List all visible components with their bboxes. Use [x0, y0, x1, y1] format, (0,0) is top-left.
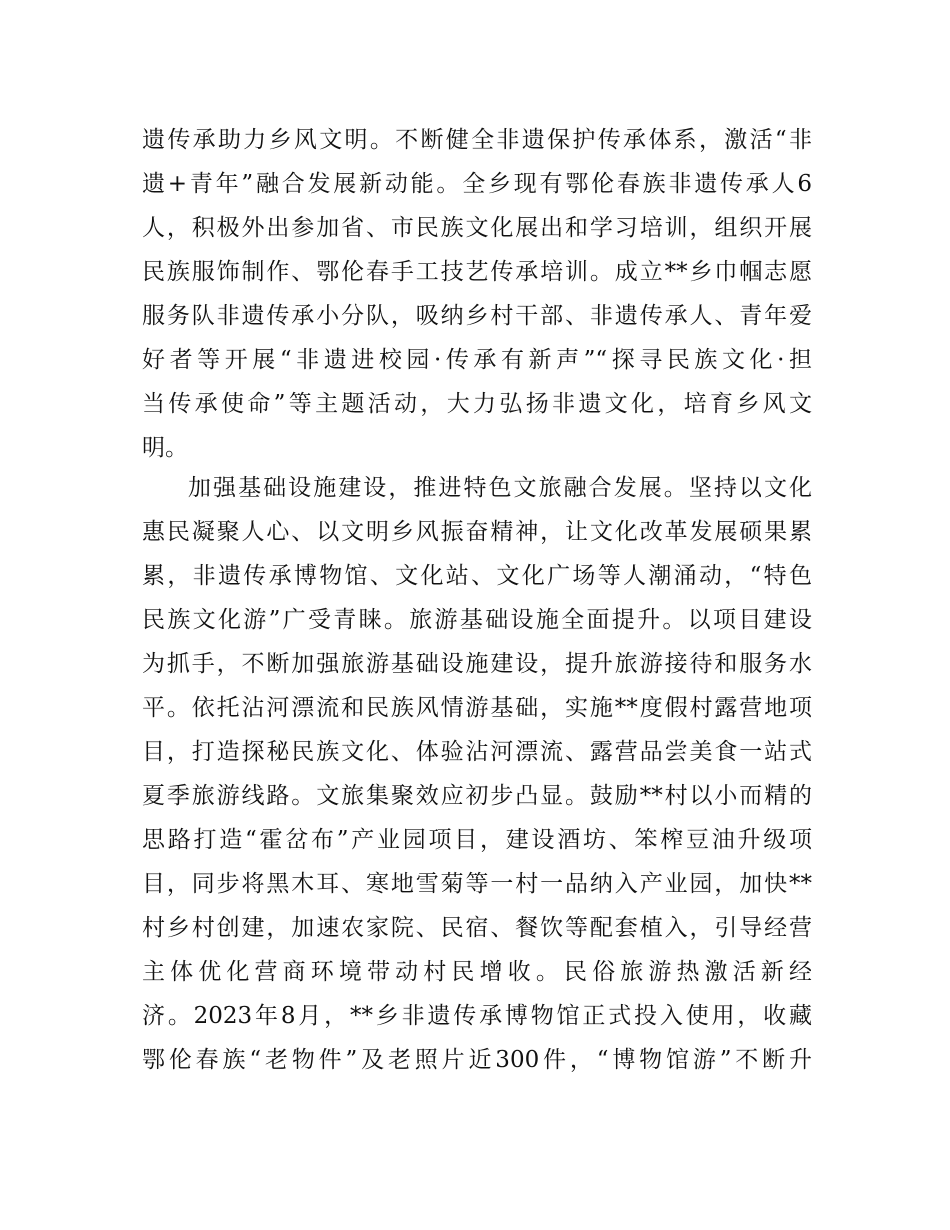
- paragraph-intangible-heritage: [142, 118, 812, 470]
- text-line: 夏季旅游线路。文旅集聚效应初步凸显。鼓励**村以小而精的: [142, 783, 812, 809]
- paragraph-infrastructure-tourism: [142, 466, 812, 1082]
- text-line: 平。依托沾河漂流和民族风情游基础，实施**度假村露营地项: [142, 695, 812, 721]
- text-line: 好者等开展“非遗进校园·传承有新声”“探寻民族文化·担: [142, 347, 812, 373]
- text-line: 遗传承助力乡风文明。不断健全非遗保护传承体系，激活“非: [142, 127, 812, 153]
- text-line: 为抓手，不断加强旅游基础设施建设，提升旅游接待和服务水: [142, 651, 812, 677]
- text-line: 当传承使命”等主题活动，大力弘扬非遗文化，培育乡风文: [142, 391, 812, 417]
- text-line: 累，非遗传承博物馆、文化站、文化广场等人潮涌动，“特色: [142, 563, 812, 589]
- text-line: 加强基础设施建设，推进特色文旅融合发展。坚持以文化: [188, 475, 812, 501]
- text-line: 鄂伦春族“老物件”及老照片近300件，“博物馆游”不断升: [142, 1047, 812, 1073]
- text-line: 思路打造“霍岔布”产业园项目，建设酒坊、笨榨豆油升级项: [142, 827, 812, 853]
- text-line: 人，积极外出参加省、市民族文化展出和学习培训，组织开展: [142, 215, 812, 241]
- text-line: 服务队非遗传承小分队，吸纳乡村干部、非遗传承人、青年爱: [142, 303, 812, 329]
- text-line: 目，打造探秘民族文化、体验沾河漂流、露营品尝美食一站式: [142, 739, 812, 765]
- text-line: 民族文化游”广受青睐。旅游基础设施全面提升。以项目建设: [142, 607, 812, 633]
- text-line: 遗+青年”融合发展新动能。全乡现有鄂伦春族非遗传承人6: [142, 171, 812, 197]
- text-line: 主体优化营商环境带动村民增收。民俗旅游热激活新经: [142, 959, 812, 985]
- text-line: 明。: [142, 435, 188, 461]
- text-line: 村乡村创建，加速农家院、民宿、餐饮等配套植入，引导经营: [142, 915, 812, 941]
- text-line: 民族服饰制作、鄂伦春手工技艺传承培训。成立**乡巾帼志愿: [142, 259, 812, 285]
- text-line: 济。2023年8月，**乡非遗传承博物馆正式投入使用，收藏: [142, 1003, 812, 1029]
- text-line: 目，同步将黑木耳、寒地雪菊等一村一品纳入产业园，加快**: [142, 871, 812, 897]
- text-line: 惠民凝聚人心、以文明乡风振奋精神，让文化改革发展硕果累: [142, 519, 812, 545]
